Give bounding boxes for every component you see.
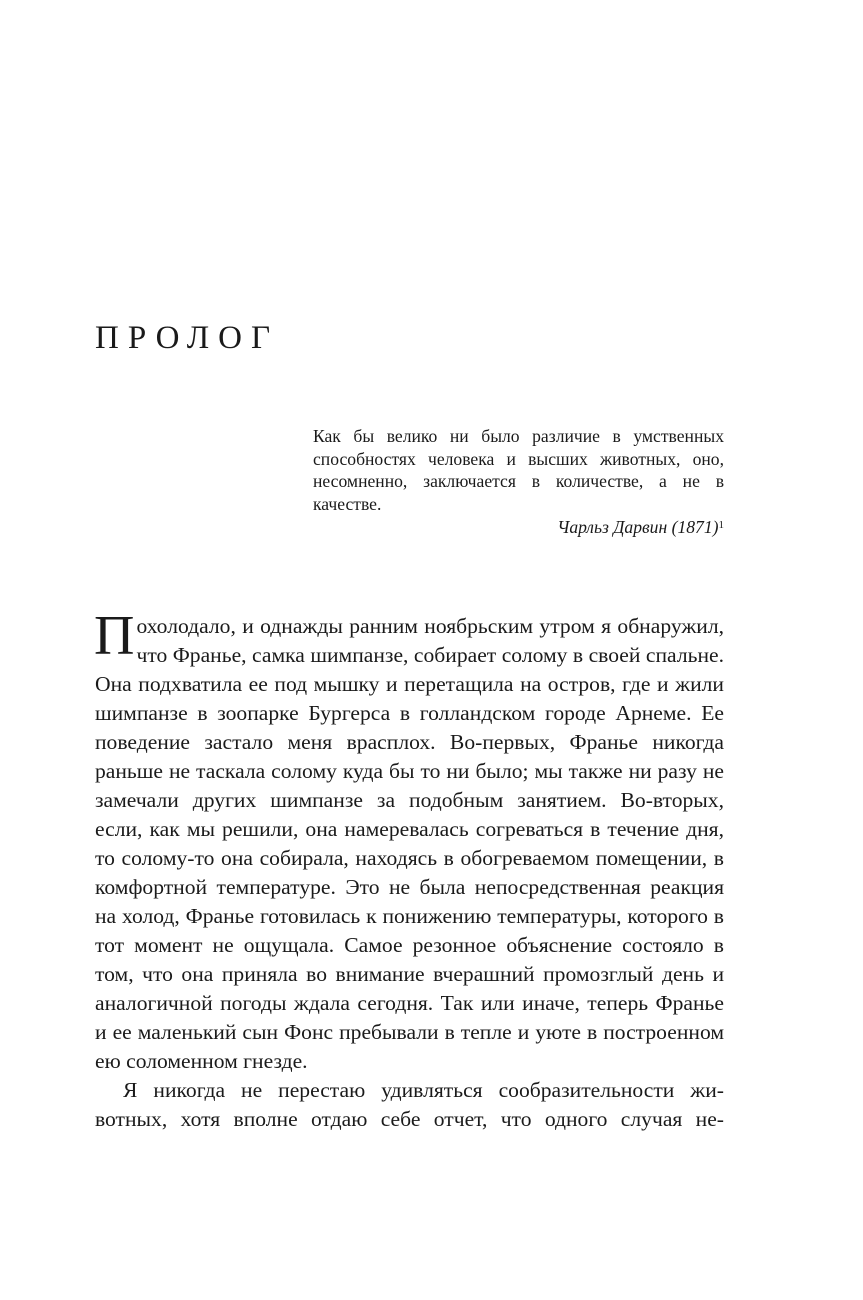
paragraph: Я никогда не перестаю удивляться сообразительности животных, хотя вполне отдаю себе отчет, что одного случая не-	[95, 1078, 724, 1131]
footnote-marker: 1	[718, 519, 724, 532]
drop-cap: П	[94, 605, 135, 667]
paragraph	[94, 605, 724, 1076]
paragraph-text: охолодало, и однажды ранним ноябрьским утром я обнаружил, что Франье, самка шимпанзе, собирает солому в своей спальне. Она подхватила ее под мышку и перетащила на остров, где и жили шимпанзе в зоопарке Бургерса в голландском городе Арнеме. Ее поведение застало меня врасплох. Во-первых, Франье никогда раньше не таскала солому куда бы то ни было; мы также ни разу не замечали других шимпанзе за подобным занятием. Во-вторых, если, как мы решили, она намеревалась согреваться в течение дня, то солому-то она собирала, находясь в обогреваемом помещении, в комфортной температуре. Это не была непосредственная реакция на холод, Франье готовилась к понижению температуры, которого в тот момент не ощущала. Самое резонное объяснение состояло в том, что она приняла во внимание вчерашний промозглый день и аналогичной погоды ждала сегодня. Так или иначе, теперь Франье и ее маленький сын Фонс пребывали в тепле и уюте в построенном ею соломенном гнезде.	[95, 614, 724, 1073]
body-text	[94, 605, 724, 1134]
chapter-title: ПРОЛОГ	[95, 320, 280, 356]
epigraph-quote: Как бы велико ни было различие в умственных способностях человека и высших животных, оно, несомненно, заключается в количестве, а не в качестве.	[313, 426, 724, 514]
epigraph-attribution	[313, 516, 724, 539]
epigraph	[313, 425, 724, 539]
epigraph-author: Чарльз Дарвин (1871)	[557, 517, 719, 538]
